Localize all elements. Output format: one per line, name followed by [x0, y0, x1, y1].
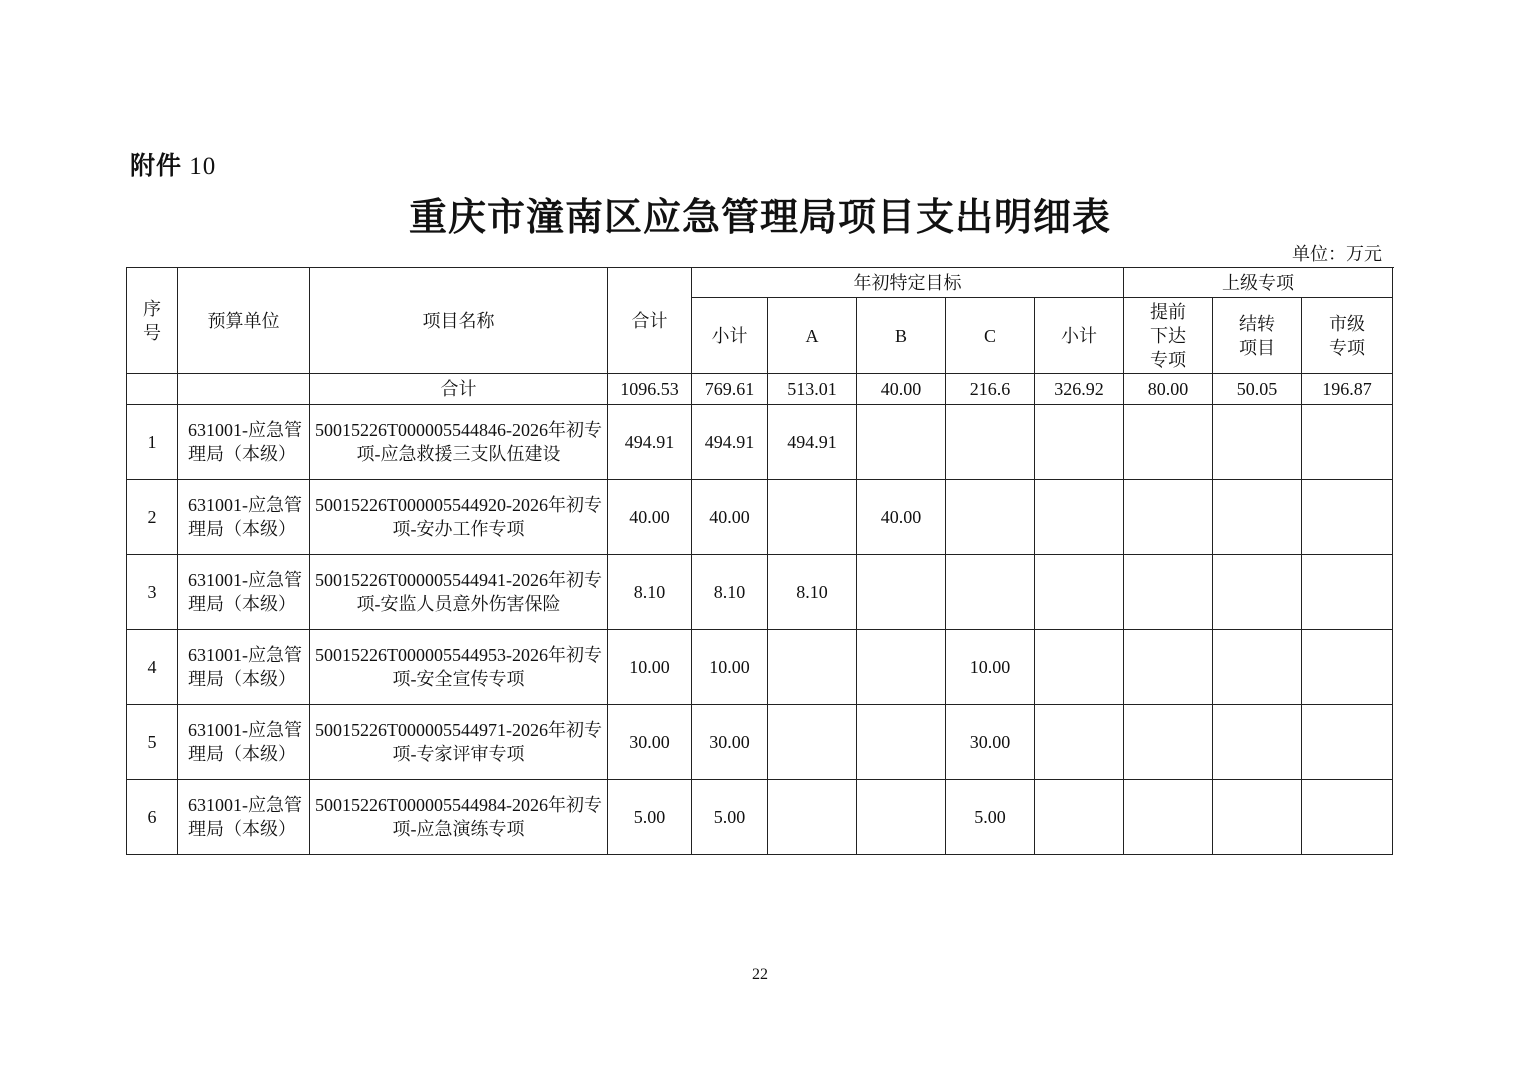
header-group-initial: 年初特定目标: [692, 268, 1124, 298]
cell-advance: [1124, 480, 1213, 555]
summary-carry: 50.05: [1213, 374, 1302, 405]
header-upper-city: 市级专项: [1302, 298, 1393, 374]
cell-c: 30.00: [946, 705, 1035, 780]
cell-unit: 631001-应急管理局（本级）: [178, 480, 310, 555]
summary-unit: [178, 374, 310, 405]
header-row-1: [127, 268, 1393, 298]
header-upper-advance: 提前下达专项: [1124, 298, 1213, 374]
cell-initial-subtotal: 494.91: [692, 405, 768, 480]
cell-unit: 631001-应急管理局（本级）: [178, 705, 310, 780]
header-total: 合计: [608, 268, 692, 374]
cell-a: [768, 705, 857, 780]
cell-advance: [1124, 630, 1213, 705]
cell-c: [946, 480, 1035, 555]
unit-note: 单位：万元: [1292, 244, 1382, 264]
cell-project: 50015226T000005544920-2026年初专项-安办工作专项: [310, 480, 608, 555]
table-row: [127, 630, 1393, 705]
cell-city: [1302, 480, 1393, 555]
cell-a: [768, 630, 857, 705]
document-title: 重庆市潼南区应急管理局项目支出明细表: [408, 197, 1111, 239]
cell-carry: [1213, 705, 1302, 780]
cell-b: [857, 405, 946, 480]
expenditure-table: [126, 267, 1393, 855]
cell-city: [1302, 780, 1393, 855]
cell-total: 5.00: [608, 780, 692, 855]
header-group-upper: 上级专项: [1124, 268, 1393, 298]
summary-c: 216.6: [946, 374, 1035, 405]
table-row: [127, 705, 1393, 780]
cell-city: [1302, 705, 1393, 780]
cell-project: 50015226T000005544941-2026年初专项-安监人员意外伤害保险: [310, 555, 608, 630]
header-upper-carry: 结转项目: [1213, 298, 1302, 374]
cell-carry: [1213, 480, 1302, 555]
cell-unit: 631001-应急管理局（本级）: [178, 405, 310, 480]
attachment-text: 附件: [130, 153, 183, 180]
cell-b: [857, 630, 946, 705]
cell-project: 50015226T000005544971-2026年初专项-专家评审专项: [310, 705, 608, 780]
cell-seq: 4: [127, 630, 178, 705]
cell-seq: 2: [127, 480, 178, 555]
cell-upper-subtotal: [1035, 405, 1124, 480]
cell-total: 40.00: [608, 480, 692, 555]
cell-unit: 631001-应急管理局（本级）: [178, 630, 310, 705]
cell-city: [1302, 405, 1393, 480]
cell-seq: 3: [127, 555, 178, 630]
cell-carry: [1213, 630, 1302, 705]
summary-city: 196.87: [1302, 374, 1393, 405]
cell-total: 494.91: [608, 405, 692, 480]
cell-total: 8.10: [608, 555, 692, 630]
cell-project: 50015226T000005544846-2026年初专项-应急救援三支队伍建设: [310, 405, 608, 480]
cell-b: 40.00: [857, 480, 946, 555]
cell-b: [857, 780, 946, 855]
header-seq: 序号: [127, 268, 178, 374]
cell-project: 50015226T000005544984-2026年初专项-应急演练专项: [310, 780, 608, 855]
cell-total: 10.00: [608, 630, 692, 705]
cell-advance: [1124, 705, 1213, 780]
cell-initial-subtotal: 40.00: [692, 480, 768, 555]
cell-project: 50015226T000005544953-2026年初专项-安全宣传专项: [310, 630, 608, 705]
header-initial-c: C: [946, 298, 1035, 374]
cell-a: 8.10: [768, 555, 857, 630]
cell-c: 5.00: [946, 780, 1035, 855]
attachment-label: [130, 146, 216, 182]
cell-initial-subtotal: 10.00: [692, 630, 768, 705]
cell-seq: 5: [127, 705, 178, 780]
table-row: [127, 780, 1393, 855]
table-row: [127, 405, 1393, 480]
header-unit: 预算单位: [178, 268, 310, 374]
table-row: [127, 555, 1393, 630]
cell-unit: 631001-应急管理局（本级）: [178, 555, 310, 630]
cell-advance: [1124, 555, 1213, 630]
cell-seq: 1: [127, 405, 178, 480]
cell-a: 494.91: [768, 405, 857, 480]
cell-a: [768, 780, 857, 855]
header-project: 项目名称: [310, 268, 608, 374]
summary-label: 合计: [310, 374, 608, 405]
summary-initial-subtotal: 769.61: [692, 374, 768, 405]
cell-upper-subtotal: [1035, 705, 1124, 780]
cell-initial-subtotal: 8.10: [692, 555, 768, 630]
cell-advance: [1124, 405, 1213, 480]
summary-b: 40.00: [857, 374, 946, 405]
cell-b: [857, 555, 946, 630]
cell-total: 30.00: [608, 705, 692, 780]
cell-upper-subtotal: [1035, 555, 1124, 630]
summary-advance: 80.00: [1124, 374, 1213, 405]
cell-initial-subtotal: 30.00: [692, 705, 768, 780]
summary-upper-subtotal: 326.92: [1035, 374, 1124, 405]
header-initial-a: A: [768, 298, 857, 374]
cell-city: [1302, 555, 1393, 630]
cell-b: [857, 705, 946, 780]
cell-c: [946, 555, 1035, 630]
summary-a: 513.01: [768, 374, 857, 405]
cell-city: [1302, 630, 1393, 705]
cell-carry: [1213, 780, 1302, 855]
cell-carry: [1213, 555, 1302, 630]
header-initial-subtotal: 小计: [692, 298, 768, 374]
header-upper-subtotal: 小计: [1035, 298, 1124, 374]
attachment-number: 10: [189, 153, 217, 180]
cell-initial-subtotal: 5.00: [692, 780, 768, 855]
cell-a: [768, 480, 857, 555]
cell-seq: 6: [127, 780, 178, 855]
cell-c: [946, 405, 1035, 480]
page-number: 22: [752, 966, 768, 983]
cell-unit: 631001-应急管理局（本级）: [178, 780, 310, 855]
table-row: [127, 480, 1393, 555]
cell-c: 10.00: [946, 630, 1035, 705]
summary-seq: [127, 374, 178, 405]
header-initial-b: B: [857, 298, 946, 374]
cell-carry: [1213, 405, 1302, 480]
summary-total: 1096.53: [608, 374, 692, 405]
cell-upper-subtotal: [1035, 480, 1124, 555]
cell-upper-subtotal: [1035, 630, 1124, 705]
cell-advance: [1124, 780, 1213, 855]
cell-upper-subtotal: [1035, 780, 1124, 855]
summary-row: [127, 374, 1393, 405]
